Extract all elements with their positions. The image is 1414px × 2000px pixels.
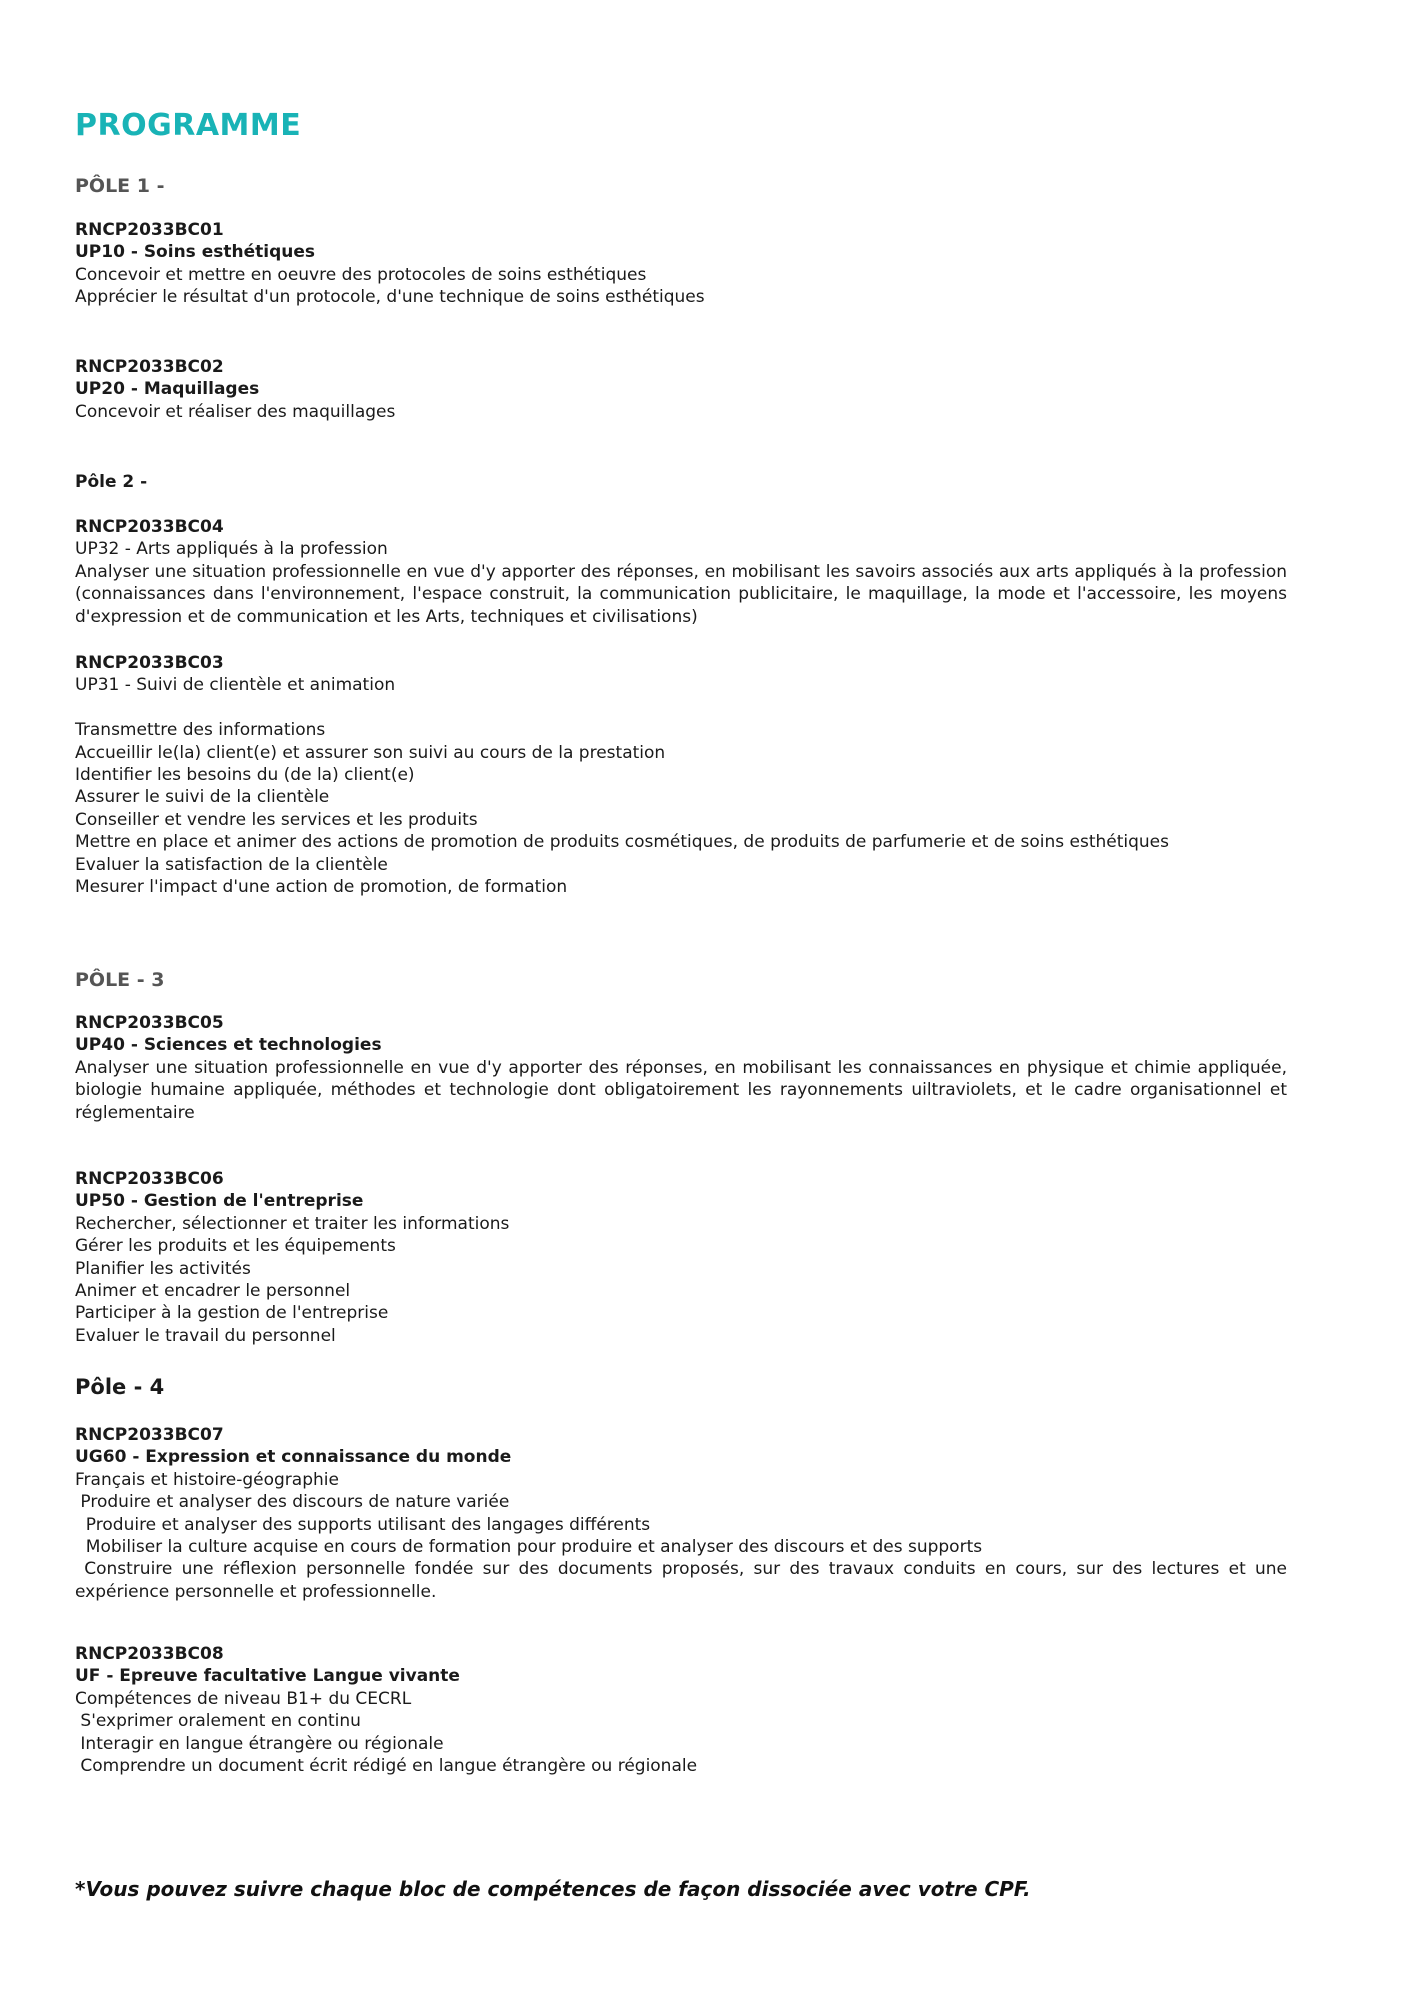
block-code: RNCP2033BC06	[75, 1169, 224, 1189]
block-line: Animer et encadrer le personnel	[75, 1281, 351, 1302]
block-line: Apprécier le résultat d'un protocole, d'une technique de soins esthétiques	[75, 287, 705, 308]
block-line: Produire et analyser des supports utilisant des langages différents	[75, 1514, 651, 1535]
page-title: PROGRAMME	[75, 108, 302, 143]
block-unit: UG60 - Expression et connaissance du monde	[75, 1447, 512, 1468]
block-line: Transmettre des informations	[75, 720, 326, 741]
block-line: Evaluer le travail du personnel	[75, 1325, 336, 1346]
block-unit: UP40 - Sciences et technologies	[75, 1035, 382, 1056]
block-bc05	[75, 1012, 1287, 1124]
block-line: Concevoir et réaliser des maquillages	[75, 401, 396, 422]
block-unit: UP50 - Gestion de l'entreprise	[75, 1191, 364, 1212]
block-bc08	[75, 1643, 1287, 1777]
block-paragraph: Construire une réflexion personnelle fondée sur des documents proposés, sur des travaux conduits en cours, sur des lectures et une expérience personnelle et professionnelle.	[75, 1559, 1293, 1602]
block-line: Planifier les activités	[75, 1258, 251, 1279]
block-line: Français et histoire-géographie	[75, 1469, 339, 1490]
block-code: RNCP2033BC07	[75, 1425, 224, 1445]
block-line: Accueillir le(la) client(e) et assurer son suivi au cours de la prestation	[75, 742, 666, 763]
block-code: RNCP2033BC04	[75, 517, 224, 537]
block-bc06	[75, 1168, 1287, 1347]
pole-3-heading: PÔLE - 3	[75, 969, 165, 991]
pole-4-heading: Pôle - 4	[75, 1375, 165, 1399]
block-bc03	[75, 652, 1287, 898]
block-bc01	[75, 219, 1287, 309]
block-line: Concevoir et mettre en oeuvre des protocoles de soins esthétiques	[75, 264, 647, 285]
block-bc04	[75, 516, 1287, 628]
block-line: Identifier les besoins du (de la) client(e)	[75, 765, 415, 786]
block-line: Participer à la gestion de l'entreprise	[75, 1303, 389, 1324]
block-code: RNCP2033BC03	[75, 653, 224, 673]
block-unit: UF - Epreuve facultative Langue vivante	[75, 1666, 460, 1687]
block-line: Mettre en place et animer des actions de promotion de produits cosmétiques, de produits de parfumerie et de soins esthétiques	[75, 832, 1170, 853]
block-line: Mesurer l'impact d'une action de promotion, de formation	[75, 877, 568, 898]
block-code: RNCP2033BC01	[75, 220, 224, 240]
block-code: RNCP2033BC05	[75, 1013, 224, 1033]
block-line: Produire et analyser des discours de nature variée	[75, 1492, 510, 1513]
pole-2-heading: Pôle 2 -	[75, 472, 148, 492]
block-paragraph: Analyser une situation professionnelle en vue d'y apporter des réponses, en mobilisant les savoirs associés aux arts appliqués à la profession (connaissances dans l'environnement, l'espace construit, la communication publicitaire, le maquillage, la mode et l'accessoire, les moyens d'expression et de communication et les Arts, techniques et civilisations)	[75, 561, 1287, 627]
block-line: Comprendre un document écrit rédigé en langue étrangère ou régionale	[75, 1756, 698, 1777]
pole-1-heading: PÔLE 1 -	[75, 175, 165, 197]
block-line: Gérer les produits et les équipements	[75, 1236, 396, 1257]
block-unit: UP31 - Suivi de clientèle et animation	[75, 675, 396, 696]
block-unit: UP20 - Maquillages	[75, 379, 260, 400]
cpf-footnote: *Vous pouvez suivre chaque bloc de compétences de façon dissociée avec votre CPF.	[75, 1877, 1031, 1901]
block-code: RNCP2033BC08	[75, 1644, 224, 1664]
block-bc02	[75, 356, 1287, 423]
block-unit: UP10 - Soins esthétiques	[75, 242, 315, 263]
block-unit: UP32 - Arts appliqués à la profession	[75, 539, 388, 560]
block-line: Assurer le suivi de la clientèle	[75, 787, 330, 808]
block-line: Interagir en langue étrangère ou régionale	[75, 1733, 444, 1754]
block-line: Conseiller et vendre les services et les produits	[75, 809, 478, 830]
block-line: Evaluer la satisfaction de la clientèle	[75, 854, 388, 875]
block-paragraph: Analyser une situation professionnelle en vue d'y apporter des réponses, en mobilisant les connaissances en physique et chimie appliquée, biologie humaine appliquée, méthodes et technologie dont obligatoirement les rayonnements uiltraviolets, et le cadre organisationnel et réglementaire	[75, 1057, 1287, 1123]
block-line: Mobiliser la culture acquise en cours de formation pour produire et analyser des discours et des supports	[75, 1537, 983, 1558]
block-line: Compétences de niveau B1+ du CECRL	[75, 1688, 412, 1709]
block-line: Rechercher, sélectionner et traiter les informations	[75, 1213, 510, 1234]
block-line: S'exprimer oralement en continu	[75, 1711, 361, 1732]
block-bc07	[75, 1424, 1293, 1603]
block-code: RNCP2033BC02	[75, 357, 224, 377]
